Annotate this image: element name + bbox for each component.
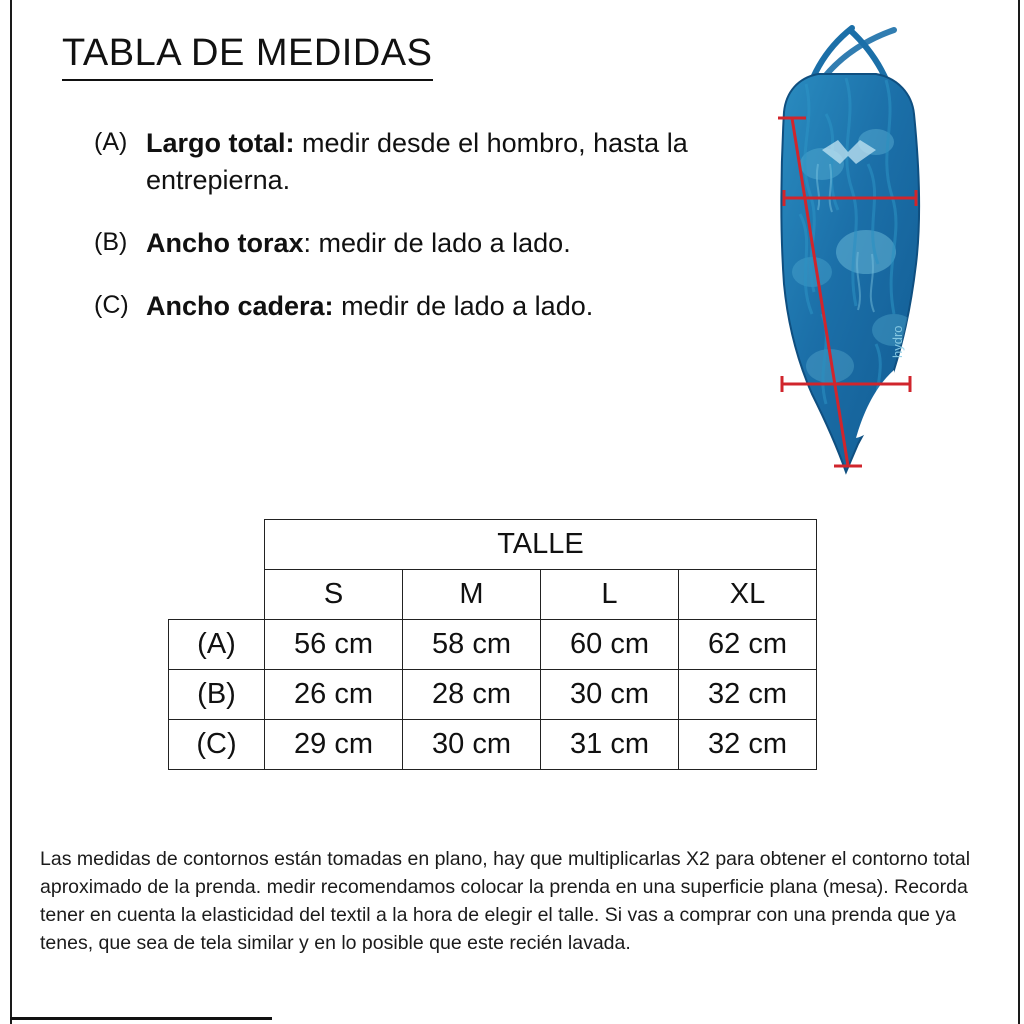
table-row [169,670,817,720]
legend-text-c [146,288,593,325]
cell-b-xl: 32 cm [679,670,817,720]
table-row-group-header [169,520,817,570]
cell-a-xl: 62 cm [679,620,817,670]
page-border-bottom [10,1017,272,1020]
table-corner-cell [169,520,265,570]
legend-tag-b: (B) [94,228,128,256]
cell-c-xl: 32 cm [679,720,817,770]
legend-desc-a: medir desde el hombro, hasta la entrepierna. [146,128,688,195]
measurement-legend [94,125,694,351]
page-title: TABLA DE MEDIDAS [62,32,433,81]
cell-a-l: 60 cm [541,620,679,670]
cell-a-m: 58 cm [403,620,541,670]
cell-c-s: 29 cm [265,720,403,770]
cell-c-m: 30 cm [403,720,541,770]
legend-item [94,125,694,199]
legend-label-b: Ancho torax [146,228,304,258]
legend-label-c: Ancho cadera: [146,291,334,321]
row-label-a: (A) [169,620,265,670]
cell-a-s: 56 cm [265,620,403,670]
legend-item [94,225,694,262]
legend-text-b [146,225,571,262]
cell-c-l: 31 cm [541,720,679,770]
row-label-c: (C) [169,720,265,770]
table-row [169,620,817,670]
legend-text-a [146,125,694,199]
legend-desc-b: : medir de lado a lado. [303,228,571,258]
size-header-xl: XL [679,570,817,620]
table-row [169,720,817,770]
legend-tag-c: (C) [94,291,129,319]
legend-label-a: Largo total: [146,128,295,158]
table-corner-cell-2 [169,570,265,620]
row-label-b: (B) [169,670,265,720]
footer-note: Las medidas de contornos están tomadas en plano, hay que multiplicarlas X2 para obtener el contorno total aproximado de la prenda. medir recomendamos colocar la prenda en una superficie plana (mesa). Recorda tener en cuenta la elasticidad del textil a la hora de elegir el talle. Si vas a comprar con una prenda que ya tenes, que sea de tela similar y en lo posible que este recién lavada. [40,848,971,954]
size-table-container [168,519,816,770]
page-border-right [1018,0,1020,1024]
size-header-m: M [403,570,541,620]
cell-b-l: 30 cm [541,670,679,720]
size-header-l: L [541,570,679,620]
cell-b-m: 28 cm [403,670,541,720]
cell-b-s: 26 cm [265,670,403,720]
page-border-left [10,0,12,1024]
legend-tag-a: (A) [94,128,128,156]
brand-text: hydro [890,325,905,358]
legend-desc-c: medir de lado a lado. [333,291,594,321]
size-table [168,519,817,770]
size-header-s: S [265,570,403,620]
garment-illustration [726,14,976,494]
table-row-size-headers [169,570,817,620]
table-group-header: TALLE [265,520,817,570]
legend-item [94,288,694,325]
